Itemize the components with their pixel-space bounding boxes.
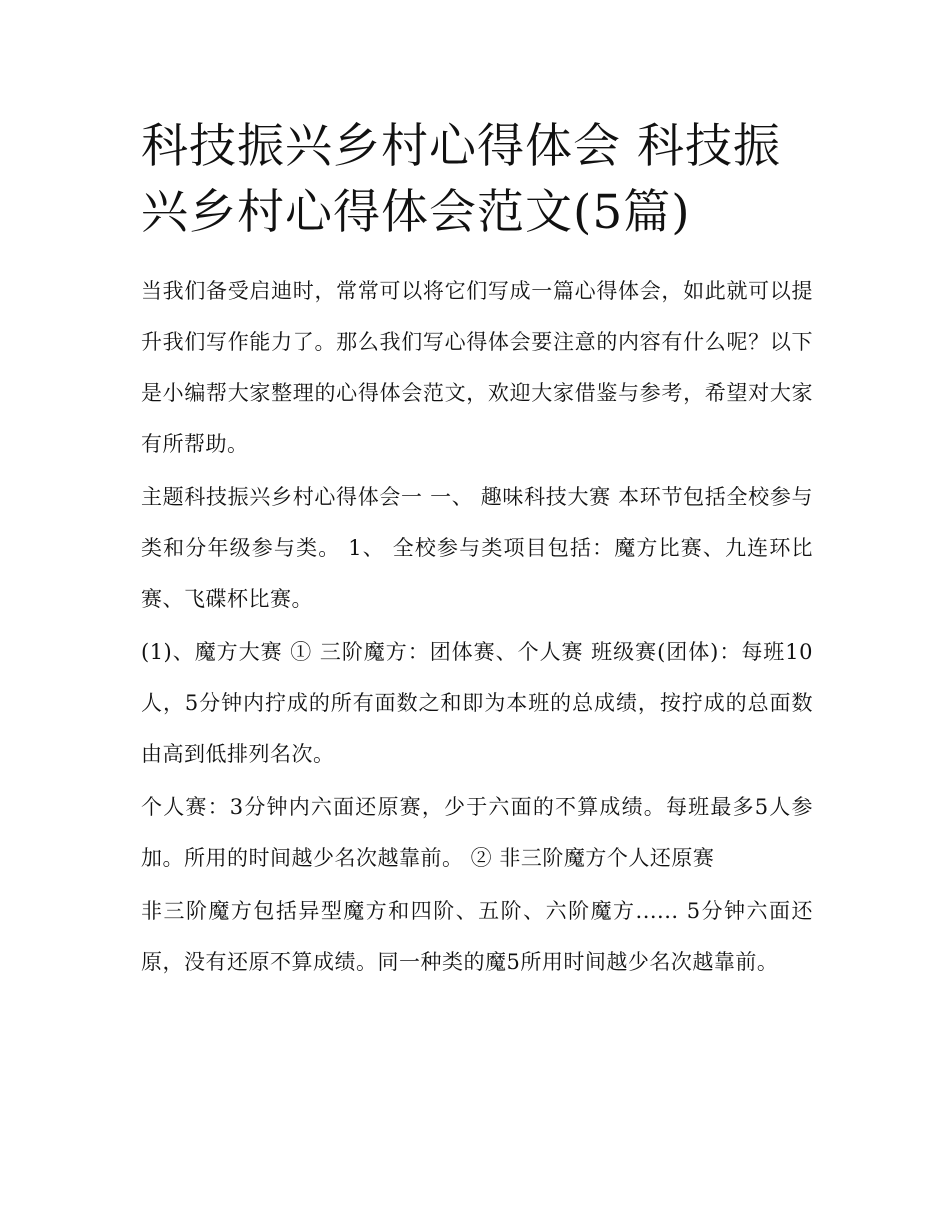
body-paragraph-individual: 个人赛：3分钟内六面还原赛，少于六面的不算成绩。每班最多5人参加。所用的时间越少名次越靠前。 ② 非三阶魔方个人还原赛 [141, 795, 813, 870]
intro-paragraph: 当我们备受启迪时，常常可以将它们写成一篇心得体会，如此就可以提升我们写作能力了。那么我们写心得体会要注意的内容有什么呢？以下是小编帮大家整理的心得体会范文，欢迎大家借鉴与参考，希望对大家有所帮助。 [141, 279, 813, 456]
document-title: 科技振兴乡村心得体会 科技振兴乡村心得体会范文(5篇) [141, 119, 781, 240]
document-page [141, 114, 813, 990]
body-paragraph-topic: 主题科技振兴乡村心得体会一 一、 趣味科技大赛 本环节包括全校参与类和分年级参与类。 1、 全校参与类项目包括：魔方比赛、九连环比赛、飞碟杯比赛。 [141, 485, 813, 611]
body-paragraph-rubiks-contest: (1)、魔方大赛 ① 三阶魔方：团体赛、个人赛 班级赛(团体)：每班10人，5分钟内拧成的所有面数之和即为本班的总成绩，按拧成的总面数由高到低排列名次。 [141, 640, 813, 766]
body-paragraph-non-third-order: 非三阶魔方包括异型魔方和四阶、五阶、六阶魔方...... 5分钟六面还原，没有还原不算成绩。同一种类的魔5所用时间越少名次越靠前。 [141, 899, 813, 974]
